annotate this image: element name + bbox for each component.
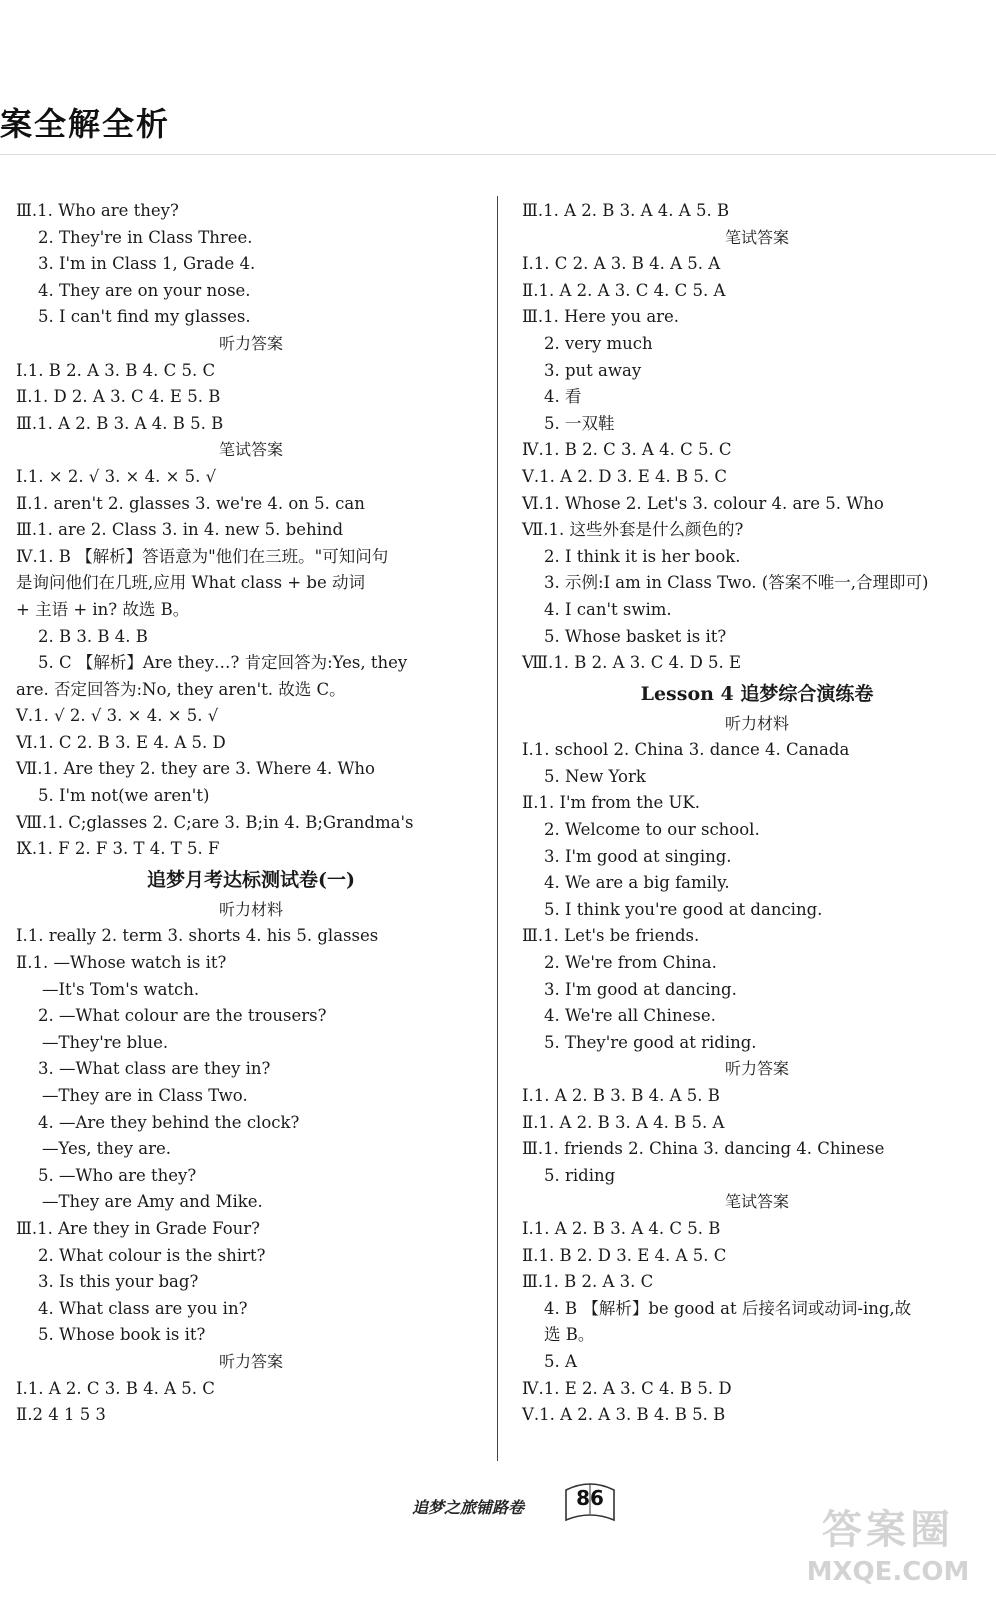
answer-line: Ⅶ.1. 这些外套是什么颜色的? bbox=[522, 520, 744, 540]
section-heading: 听力答案 bbox=[724, 1059, 789, 1079]
answer-line: Ⅱ.1. A 2. A 3. C 4. C 5. A bbox=[522, 280, 726, 300]
watermark bbox=[792, 1506, 984, 1596]
answer-line: 4. They are on your nose. bbox=[38, 280, 251, 300]
answer-line: Ⅵ.1. C 2. B 3. E 4. A 5. D bbox=[16, 732, 226, 752]
answer-line: 3. I'm good at dancing. bbox=[544, 979, 737, 999]
answer-line: 2. —What colour are the trousers? bbox=[38, 1006, 327, 1026]
answer-line: 2. What colour is the shirt? bbox=[38, 1245, 266, 1265]
section-heading: 听力材料 bbox=[724, 713, 789, 733]
answer-line: 4. B 【解析】be good at 后接名词或动词-ing,故 bbox=[544, 1298, 912, 1318]
answer-line: Ⅴ.1. A 2. A 3. B 4. B 5. B bbox=[522, 1405, 726, 1425]
answer-line: Ⅲ.1. are 2. Class 3. in 4. new 5. behind bbox=[16, 520, 344, 540]
answer-line: 4. —Are they behind the clock? bbox=[38, 1112, 300, 1132]
answer-line: Ⅸ.1. F 2. F 3. T 4. T 5. F bbox=[16, 839, 220, 859]
answer-line: 5. 一双鞋 bbox=[544, 413, 615, 433]
answer-line: Ⅵ.1. Whose 2. Let's 3. colour 4. are 5. Who bbox=[522, 493, 884, 513]
answer-line: 3. 示例:I am in Class Two. (答案不唯一,合理即可) bbox=[544, 573, 929, 593]
answer-line: Ⅳ.1. B 【解析】答语意为"他们在三班。"可知问句 bbox=[16, 546, 389, 566]
answer-line: Ⅱ.1. D 2. A 3. C 4. E 5. B bbox=[16, 387, 221, 407]
answer-line: + 主语 + in? 故选 B。 bbox=[16, 599, 190, 619]
answer-line: —They are Amy and Mike. bbox=[42, 1192, 263, 1212]
section-heading: 笔试答案 bbox=[724, 227, 789, 247]
answer-line: 3. Is this your bag? bbox=[38, 1272, 199, 1292]
answer-line: Ⅷ.1. B 2. A 3. C 4. D 5. E bbox=[522, 653, 742, 673]
section-heading: 笔试答案 bbox=[218, 440, 283, 460]
brand-logo-text: 追梦之旅铺路卷 bbox=[412, 1498, 525, 1517]
answer-line: Ⅰ.1. A 2. C 3. B 4. A 5. C bbox=[16, 1378, 215, 1398]
answer-line: 5. —Who are they? bbox=[38, 1165, 197, 1185]
answer-line: 是询问他们在几班,应用 What class + be 动词 bbox=[16, 573, 365, 593]
answer-line: 选 B。 bbox=[544, 1325, 595, 1345]
answer-line: Ⅲ.1. Here you are. bbox=[522, 307, 680, 327]
answer-line: are. 否定回答为:No, they aren't. 故选 C。 bbox=[16, 679, 346, 699]
answer-line: 2. very much bbox=[544, 333, 653, 353]
page-title: 案全解全析 bbox=[0, 105, 171, 143]
answer-line: Ⅰ.1. × 2. √ 3. × 4. × 5. √ bbox=[16, 466, 217, 486]
answer-line: 3. I'm in Class 1, Grade 4. bbox=[38, 254, 256, 274]
answer-line: —Yes, they are. bbox=[42, 1139, 172, 1159]
answer-line: 5. They're good at riding. bbox=[544, 1032, 757, 1052]
watermark-bottom: MXQE.COM bbox=[806, 1557, 970, 1587]
answer-line: 3. I'm good at singing. bbox=[544, 846, 732, 866]
page-number: 86 bbox=[576, 1486, 604, 1510]
answer-line: —They are in Class Two. bbox=[42, 1086, 248, 1105]
section-heading: 追梦月考达标测试卷(一) bbox=[147, 868, 355, 891]
answer-line: Ⅰ.1. A 2. B 3. B 4. A 5. B bbox=[522, 1086, 720, 1105]
answer-line: 5. Whose book is it? bbox=[38, 1325, 206, 1345]
answer-line: Ⅰ.1. school 2. China 3. dance 4. Canada bbox=[522, 740, 850, 760]
answer-line: Ⅲ.1. B 2. A 3. C bbox=[522, 1272, 654, 1292]
section-heading: 听力答案 bbox=[218, 1351, 283, 1371]
left-column bbox=[16, 198, 486, 1429]
answer-line: 5. A bbox=[544, 1351, 577, 1371]
answer-line: —They're blue. bbox=[42, 1032, 169, 1052]
answer-line: 3. —What class are they in? bbox=[38, 1059, 271, 1079]
answer-line: Ⅰ.1. C 2. A 3. B 4. A 5. A bbox=[522, 254, 721, 274]
answer-line: Ⅲ.1. Are they in Grade Four? bbox=[16, 1218, 261, 1238]
answer-line: 2. They're in Class Three. bbox=[38, 227, 253, 247]
answer-line: Ⅲ.1. A 2. B 3. A 4. B 5. B bbox=[16, 413, 224, 433]
answer-line: Ⅱ.1. A 2. B 3. A 4. B 5. A bbox=[522, 1112, 725, 1132]
answer-line: 2. B 3. B 4. B bbox=[38, 626, 148, 646]
answer-line: Ⅰ.1. really 2. term 3. shorts 4. his 5. glasses bbox=[16, 926, 379, 946]
answer-line: 5. New York bbox=[544, 766, 646, 786]
section-heading: 听力答案 bbox=[218, 333, 283, 353]
answer-line: 5. C 【解析】Are they…? 肯定回答为:Yes, they bbox=[38, 653, 408, 673]
answer-line: Ⅱ.1. —Whose watch is it? bbox=[16, 953, 227, 973]
answer-line: Ⅲ.1. friends 2. China 3. dancing 4. Chinese bbox=[522, 1139, 885, 1159]
answer-line: Ⅱ.1. B 2. D 3. E 4. A 5. C bbox=[522, 1245, 727, 1265]
answer-line: Ⅲ.1. A 2. B 3. A 4. A 5. B bbox=[522, 201, 730, 220]
answer-line: Ⅱ.1. I'm from the UK. bbox=[522, 793, 700, 813]
right-column bbox=[522, 198, 992, 1429]
answer-line: 5. Whose basket is it? bbox=[544, 626, 727, 646]
answer-line: Ⅴ.1. √ 2. √ 3. × 4. × 5. √ bbox=[16, 706, 219, 726]
answer-line: Ⅶ.1. Are they 2. they are 3. Where 4. Who bbox=[16, 759, 375, 779]
answer-line: 2. I think it is her book. bbox=[544, 546, 741, 566]
watermark-top: 答案圈 bbox=[822, 1507, 954, 1553]
answer-line: —It's Tom's watch. bbox=[42, 979, 200, 999]
section-heading: 听力材料 bbox=[218, 899, 283, 919]
answer-line: Ⅰ.1. B 2. A 3. B 4. C 5. C bbox=[16, 360, 216, 380]
section-heading: 笔试答案 bbox=[724, 1192, 789, 1212]
answer-line: 4. We are a big family. bbox=[544, 873, 730, 893]
answer-line: 2. Welcome to our school. bbox=[544, 820, 760, 840]
title-divider bbox=[0, 154, 996, 159]
answer-line: Ⅲ.1. Let's be friends. bbox=[522, 926, 700, 946]
answer-line: Ⅱ.2 4 1 5 3 bbox=[16, 1405, 106, 1425]
column-divider bbox=[497, 196, 498, 1461]
answer-line: Ⅴ.1. A 2. D 3. E 4. B 5. C bbox=[522, 466, 728, 486]
answer-line: Ⅰ.1. A 2. B 3. A 4. C 5. B bbox=[522, 1218, 721, 1238]
answer-line: Ⅲ.1. Who are they? bbox=[16, 201, 179, 220]
answer-line: 4. 看 bbox=[544, 387, 582, 407]
answer-line: 5. I'm not(we aren't) bbox=[38, 786, 210, 806]
answer-line: 4. What class are you in? bbox=[38, 1298, 248, 1318]
section-heading: Lesson 4 追梦综合演练卷 bbox=[640, 682, 874, 705]
answer-line: 2. We're from China. bbox=[544, 953, 717, 973]
page-number-badge bbox=[562, 1480, 618, 1524]
answer-line: Ⅳ.1. B 2. C 3. A 4. C 5. C bbox=[522, 440, 732, 460]
answer-line: 3. put away bbox=[544, 360, 642, 380]
answer-line: Ⅳ.1. E 2. A 3. C 4. B 5. D bbox=[522, 1378, 732, 1398]
answer-line: 5. I think you're good at dancing. bbox=[544, 899, 823, 919]
answer-line: Ⅱ.1. aren't 2. glasses 3. we're 4. on 5. can bbox=[16, 493, 365, 513]
answer-line: 4. I can't swim. bbox=[544, 599, 672, 619]
answer-line: 5. I can't find my glasses. bbox=[38, 307, 251, 327]
answer-line: 4. We're all Chinese. bbox=[544, 1006, 716, 1026]
answer-line: 5. riding bbox=[544, 1165, 616, 1185]
answer-line: Ⅷ.1. C;glasses 2. C;are 3. B;in 4. B;Grandma's bbox=[16, 812, 414, 832]
